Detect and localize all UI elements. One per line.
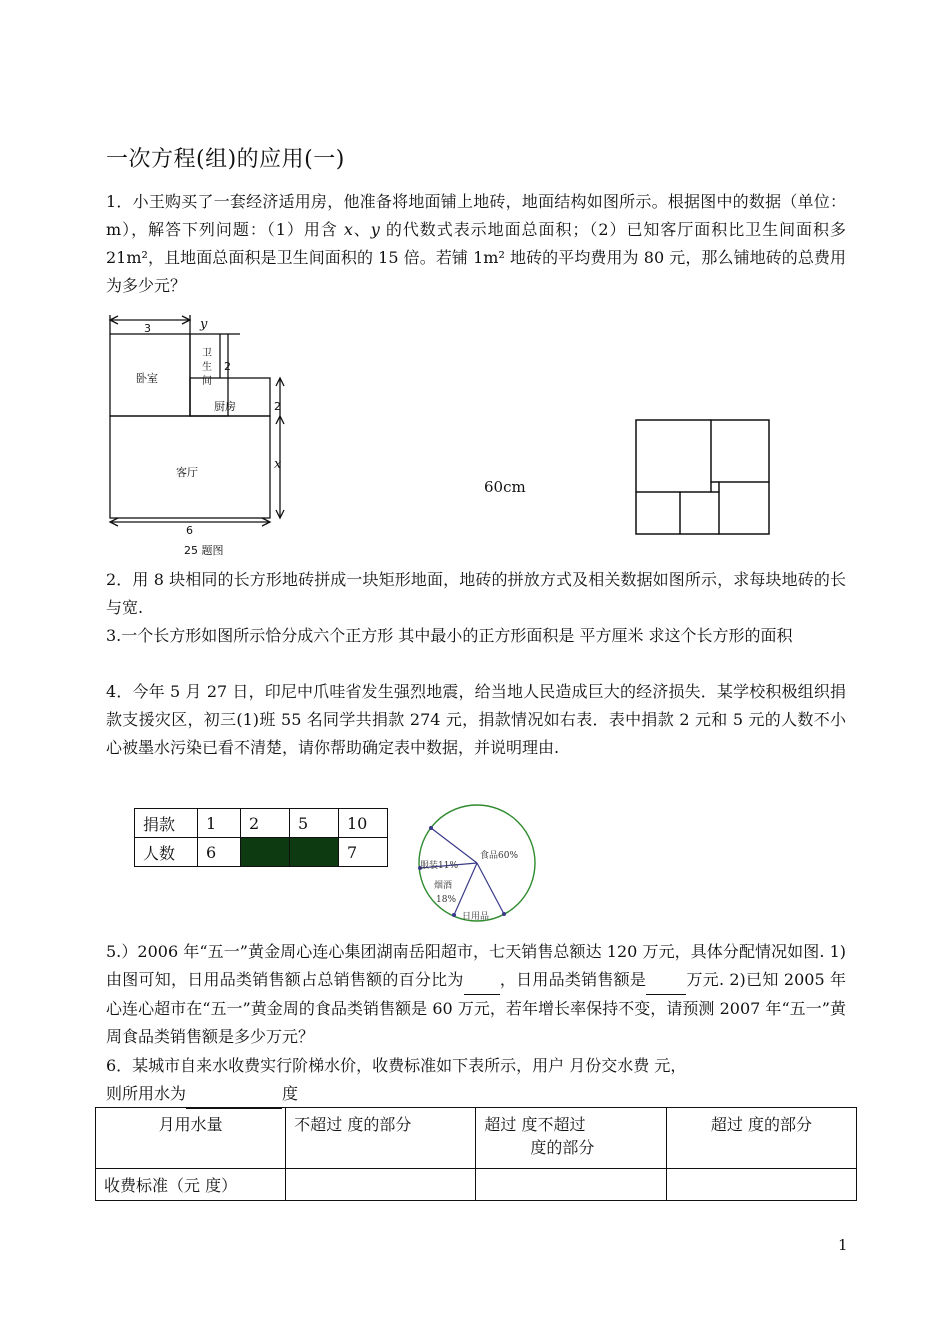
- table-header-cell: 不超过 度的部分: [286, 1108, 476, 1169]
- table-header-cell: 月用水量: [96, 1108, 286, 1169]
- question-6: [106, 1052, 846, 1109]
- question-5: [106, 938, 846, 1051]
- kitchen-dim-label: 2: [274, 400, 281, 413]
- table-row: [96, 1169, 857, 1201]
- water-fee-table: [95, 1107, 857, 1201]
- answer-blank: [186, 1080, 282, 1109]
- q6-text-c: 度: [282, 1084, 299, 1103]
- question-4: 4．今年 5 月 27 日，印尼中爪哇省发生强烈地震，给当地人民造成巨大的经济损失．某学校积极组织捐款支援灾区，初三(1)班 55 名同学共捐款 274 元，捐款情况如右表．表中捐款 2 元和 5 元的人数不小心被墨水污染已看不清楚，请你帮助确定表中数据，并说明理由.: [106, 682, 846, 757]
- table-row: [135, 809, 388, 838]
- pie-label-clothing: 服装11%: [420, 861, 459, 871]
- page-title: 一次方程(组)的应用(一): [106, 147, 345, 172]
- table-cell: 5: [290, 809, 339, 838]
- pie-label-tobacco: 烟酒: [434, 881, 453, 891]
- bottom-dim-label: 6: [186, 524, 193, 537]
- bathroom-label-2: 生: [202, 362, 212, 373]
- square-e: [680, 492, 719, 534]
- table-header-cell: 超过 度的部分: [666, 1108, 856, 1169]
- table-cell: 1: [198, 809, 241, 838]
- answer-blank: [464, 966, 500, 995]
- table-cell: 6: [198, 838, 241, 867]
- bedroom-label: 卧室: [136, 372, 158, 385]
- question-1: [106, 188, 846, 300]
- table-cell: [666, 1169, 856, 1201]
- square-d: [636, 492, 680, 534]
- square-c: [719, 482, 769, 534]
- square-a: [636, 420, 711, 492]
- square-smallest: [711, 482, 719, 492]
- y-label: y: [200, 317, 208, 332]
- tile-figure-label: 60cm: [484, 478, 526, 496]
- floor-plan-figure: [100, 312, 320, 560]
- pie-label-daily: 日用品: [462, 912, 490, 922]
- answer-blank: [646, 966, 686, 995]
- table-cell: [476, 1169, 666, 1201]
- question-2: 2．用 8 块相同的长方形地砖拼成一块矩形地面，地砖的拼放方式及相关数据如图所示，求每块地砖的长与宽.: [106, 570, 846, 617]
- table-cell: 捐款: [135, 809, 198, 838]
- ink-stained-cell: [241, 838, 290, 867]
- table-cell: 收费标准（元 度）: [96, 1169, 286, 1201]
- table-cell: 10: [339, 809, 388, 838]
- pie-chart: [414, 800, 540, 926]
- outer-rectangle: [636, 420, 769, 534]
- squares-rectangle-figure: [634, 418, 772, 536]
- q5-text-a: 5.）2006 年“五一”黄金周心连心集团湖南岳阳超市，七天销售总额达 120 万元，具体分配情况如图. 1)由图可知，日用品类销售额占总销售额的百分比为: [106, 942, 846, 989]
- slice-boundary: [477, 863, 504, 914]
- donation-table: [134, 808, 388, 867]
- slice-boundary: [431, 828, 477, 863]
- page-number: 1: [838, 1236, 848, 1254]
- q5-text-c: 万元. 2)已知 2005 年心连心超市在“五一”黄金周的食品类销售额是 60 万元，若年增长率保持不变，请预测 2007 年“五一”黄周食品类销售额是多少万元？: [106, 970, 846, 1046]
- table-cell: [286, 1169, 476, 1201]
- question-3: 3.一个长方形如图所示恰分成六个正方形 其中最小的正方形面积是 平方厘米 求这个长方形的面积: [106, 626, 793, 645]
- figure-caption: 25 题图: [184, 544, 224, 557]
- table-row: [135, 838, 388, 867]
- bathroom-label-1: 卫: [202, 348, 212, 359]
- bath-dim-label: 2: [224, 360, 231, 373]
- q1-text-part2: 的代数式表示地面总面积；（2）已知客厅面积比卫生间面积多 21m²，且地面总面积是卫生间面积的 15 倍。若铺 1m² 地砖的平均费用为 80 元，那么铺地砖的总费用为多少元？: [106, 220, 846, 295]
- q1-var-y: y: [370, 220, 380, 239]
- q1-sep: 、: [352, 220, 371, 239]
- kitchen-label: 厨房: [214, 400, 236, 413]
- q1-var-x: x: [343, 220, 353, 239]
- bathroom-label-3: 间: [202, 376, 212, 387]
- header-line-1: 超过 度不超过: [484, 1115, 586, 1134]
- ink-stained-cell: [290, 838, 339, 867]
- pie-label-food: 食品60%: [480, 851, 519, 861]
- header-line-2: 度的部分: [530, 1138, 595, 1157]
- top-dim-label: 3: [144, 322, 151, 335]
- q1-text-part1: 1．小王购买了一套经济适用房，他准备将地面铺上地砖，地面结构如图所示。根据图中的数据（单位：m），解答下列问题：（1）用含: [106, 192, 846, 239]
- square-b: [711, 420, 769, 482]
- q5-text-b: ，日用品类销售额是: [499, 970, 647, 989]
- table-cell: 7: [339, 838, 388, 867]
- table-row: [96, 1108, 857, 1169]
- q6-text-b: 则所用水为: [106, 1084, 187, 1103]
- table-cell: 2: [241, 809, 290, 838]
- table-cell: 人数: [135, 838, 198, 867]
- x-label: x: [274, 457, 282, 472]
- pie-label-tobacco-pct: 18%: [436, 895, 457, 905]
- living-room-label: 客厅: [176, 466, 198, 479]
- q6-text-a: 6．某城市自来水收费实行阶梯水价，收费标准如下表所示，用户 月份交水费 元，: [106, 1056, 687, 1075]
- table-header-cell: [476, 1108, 666, 1169]
